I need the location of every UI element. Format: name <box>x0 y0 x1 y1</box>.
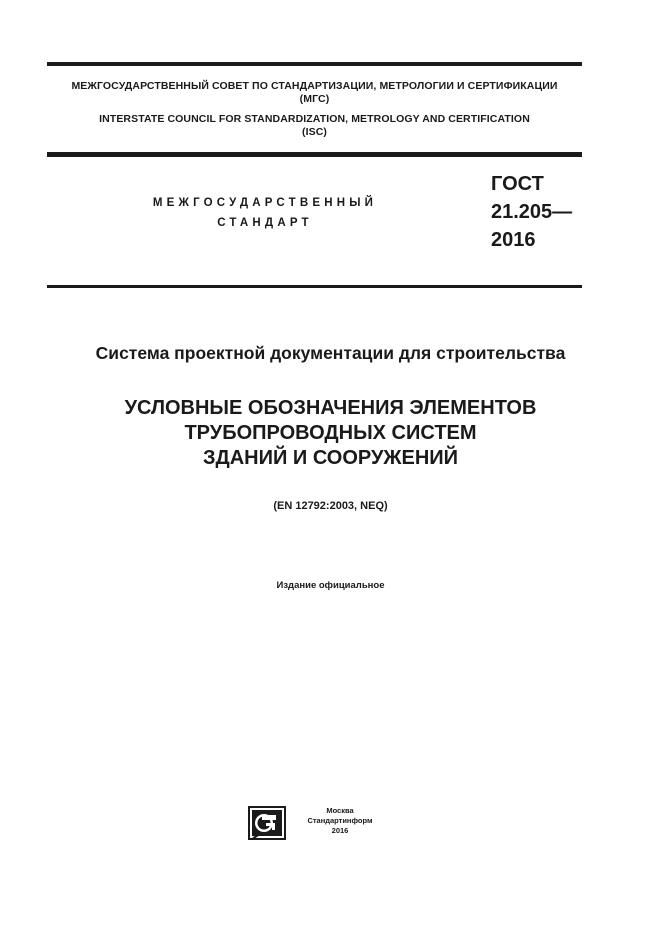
council-ru <box>47 80 582 106</box>
council-ru-abbr: (МГС) <box>299 93 330 105</box>
publisher-year: 2016 <box>331 826 349 835</box>
edition-note: Издание официальное <box>276 580 385 591</box>
standard-kind-line1: МЕЖГОСУДАРСТВЕННЫЙ <box>152 197 378 209</box>
publisher-block <box>248 806 388 842</box>
council-en-abbr: (ISC) <box>302 126 327 138</box>
publisher-info <box>292 806 388 836</box>
gost-designation <box>491 170 572 254</box>
standard-kind <box>120 193 410 233</box>
gost-year: 2016 <box>491 229 536 251</box>
document-title-line1: УСЛОВНЫЕ ОБОЗНАЧЕНИЯ ЭЛЕМЕНТОВ <box>124 397 537 419</box>
document-title-line3: ЗДАНИЙ И СООРУЖЕНИЙ <box>202 447 459 469</box>
publisher-city: Москва <box>326 806 354 815</box>
council-ru-name: МЕЖГОСУДАРСТВЕННЫЙ СОВЕТ ПО СТАНДАРТИЗАЦИИ, МЕТРОЛОГИИ И СЕРТИФИКАЦИИ <box>71 80 558 92</box>
standard-reference: (EN 12792:2003, NEQ) <box>273 500 388 512</box>
gost-label: ГОСТ <box>491 173 544 195</box>
middle-rule <box>47 152 582 157</box>
top-rule <box>47 62 582 66</box>
council-en-name: INTERSTATE COUNCIL FOR STANDARDIZATION, METROLOGY AND CERTIFICATION <box>99 113 530 125</box>
standard-kind-line2: СТАНДАРТ <box>217 217 313 229</box>
document-title-line2: ТРУБОПРОВОДНЫХ СИСТЕМ <box>184 422 477 444</box>
document-title <box>20 396 641 471</box>
system-title: Система проектной документации для строительства <box>95 343 566 363</box>
council-en <box>47 113 582 139</box>
bottom-rule <box>47 285 582 288</box>
standartinform-logo-icon <box>248 806 286 840</box>
gost-number: 21.205— <box>491 201 573 223</box>
publisher-name: Стандартинформ <box>307 816 373 825</box>
